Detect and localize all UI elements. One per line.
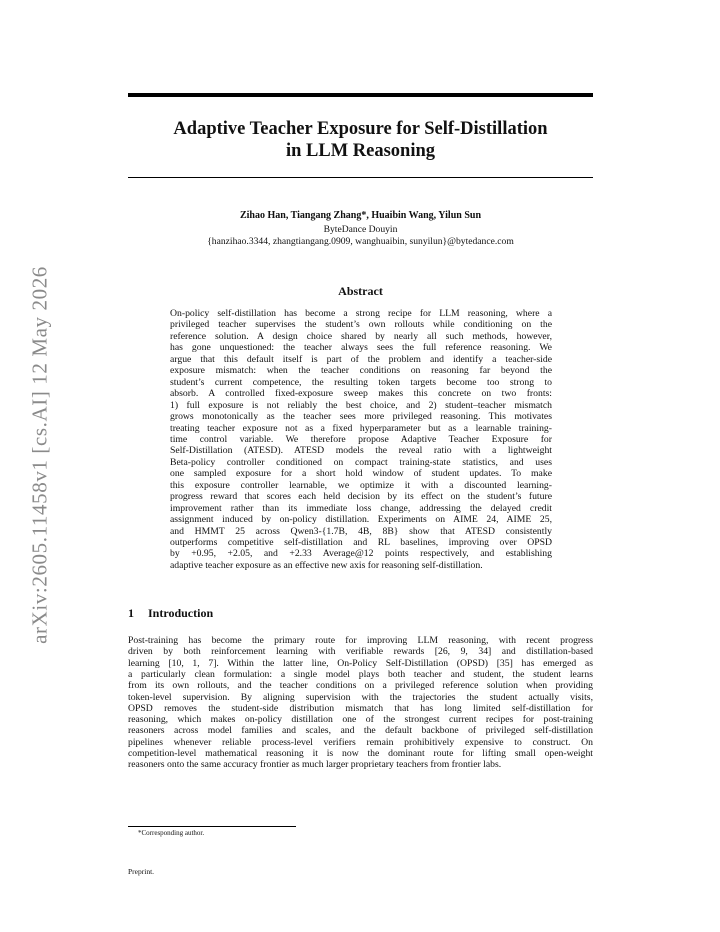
abstract-line: student’s current competence, the resulting token targets become too strong to: [170, 376, 552, 388]
abstract-line: adaptive teacher exposure as an effective new axis for reasoning self-distillation.: [170, 559, 483, 571]
abstract-heading: Abstract: [338, 284, 383, 298]
abstract-line: 1) full exposure is not reliably the best choice, and 2) student–teacher mismatch: [170, 399, 552, 411]
introduction-line: from its own rollouts, and the teacher conditions on a privileged reference solution when providing: [128, 680, 593, 692]
arxiv-identifier: arXiv:2605.11458v1 [cs.AI] 12 May 2026: [27, 266, 52, 644]
introduction-line: reasoners onto the same accuracy frontier as much larger proprietary teachers from frontier labs.: [128, 759, 502, 771]
introduction-line: OPSD removes the student-side distribution mismatch that has long limited self-distillation for: [128, 702, 593, 714]
footnote-rule: [128, 826, 296, 827]
introduction-line: a particularly clean formulation: a single model plays both teacher and student, the student learns: [128, 668, 593, 680]
abstract-line: outperforms competitive self-distillation and RL baselines, improving over OPSD: [170, 537, 552, 548]
abstract-line: treating teacher exposure not as a fixed hyperparameter but as a learnable training-: [170, 422, 552, 434]
preprint-label: Preprint.: [128, 867, 155, 876]
abstract-line: one sampled exposure for a short hold window of student updates. To make: [170, 468, 552, 480]
title-line-1: Adaptive Teacher Exposure for Self-Distillation: [173, 119, 548, 139]
footnote-text: *Corresponding author.: [138, 829, 205, 837]
abstract-line: progress reward that scores each held decision by its effect on the student’s future: [170, 491, 552, 503]
introduction-line: pipelines whenever reliable process-level verifiers remain prohibitively expensive to construct. On: [128, 736, 593, 748]
section-title: Introduction: [148, 606, 214, 620]
introduction-line: Post-training has become the primary route for improving LLM reasoning, with recent progress: [128, 635, 593, 646]
introduction-line: token-level supervision. By aligning supervision with the trajectories the student actually visits,: [128, 691, 593, 703]
author-affiliation: ByteDance Douyin: [323, 224, 398, 235]
introduction-line: reasoning, which makes on-policy distillation one of the strongest current recipes for post-training: [128, 714, 593, 726]
introduction-line: competition-level mathematical reasoning it is now the dominant route for lifting small open-weight: [128, 748, 593, 759]
abstract-line: improvement rather than its immediate loss change, addressing the delayed credit: [170, 502, 552, 514]
paper-title: [128, 118, 593, 162]
abstract-line: by +0.95, +2.05, and +2.33 Average@12 points respectively, and establishing: [170, 548, 552, 560]
introduction-line: learning [10, 1, 7]. Within the latter line, On-Policy Self-Distillation (OPSD) [35] has emerged as: [128, 657, 593, 669]
section-heading-introduction: [128, 606, 213, 621]
abstract-line: exposure mismatch: when the teacher conditions on reasoning far beyond the: [170, 365, 552, 377]
introduction-line: reasoners across model families and scales, and the default backbone of privileged self-distillation: [128, 725, 593, 737]
abstract-line: this exposure controller learnable, we optimize it with a discounted learning-: [170, 479, 552, 491]
title-top-rule: [128, 93, 593, 97]
abstract-line: On-policy self-distillation has become a strong recipe for LLM reasoning, where a: [170, 308, 552, 319]
introduction-line: driven by both reinforcement learning with verifiable rewards [26, 9, 34] and distillation-based: [128, 646, 593, 658]
abstract-line: absorb. A controlled fixed-exposure sweep makes this concrete on two fronts:: [170, 388, 552, 400]
abstract-line: time control variable. We therefore propose Adaptive Teacher Exposure for: [170, 433, 552, 445]
author-names: Zihao Han, Tiangang Zhang*, Huaibin Wang, Yilun Sun: [239, 210, 482, 221]
title-bottom-rule: [128, 177, 593, 178]
abstract-line: argue that this default itself is part of the problem and identify a teacher-side: [170, 353, 552, 365]
section-number: 1: [128, 606, 134, 620]
title-line-2: in LLM Reasoning: [285, 141, 436, 161]
abstract-line: assignment induced by on-policy distillation. Experiments on AIME 24, AIME 25,: [170, 514, 552, 526]
abstract-line: Beta-policy controller conditioned on compact training-state statistics, and uses: [170, 456, 552, 468]
abstract-line: Self-Distillation (ATESD). ATESD models the reveal ratio with a lightweight: [170, 445, 552, 457]
abstract-line: privileged teacher supervises the student’s own rollouts while conditioning on the: [170, 319, 552, 331]
abstract-line: reference solution. A design choice shared by nearly all such methods, however,: [170, 330, 552, 342]
abstract-line: grows monotonically as the teacher sees more privileged reasoning. This motivates: [170, 411, 552, 423]
author-emails: {hanzihao.3344, zhangtiangang.0909, wanghuaibin, sunyilun}@bytedance.com: [207, 236, 514, 247]
abstract-line: and HMMT 25 across Qwen3-{1.7B, 4B, 8B} show that ATESD consistently: [170, 525, 552, 537]
abstract-line: has gone unquestioned: the teacher always sees the full reference reasoning. We: [170, 342, 552, 354]
